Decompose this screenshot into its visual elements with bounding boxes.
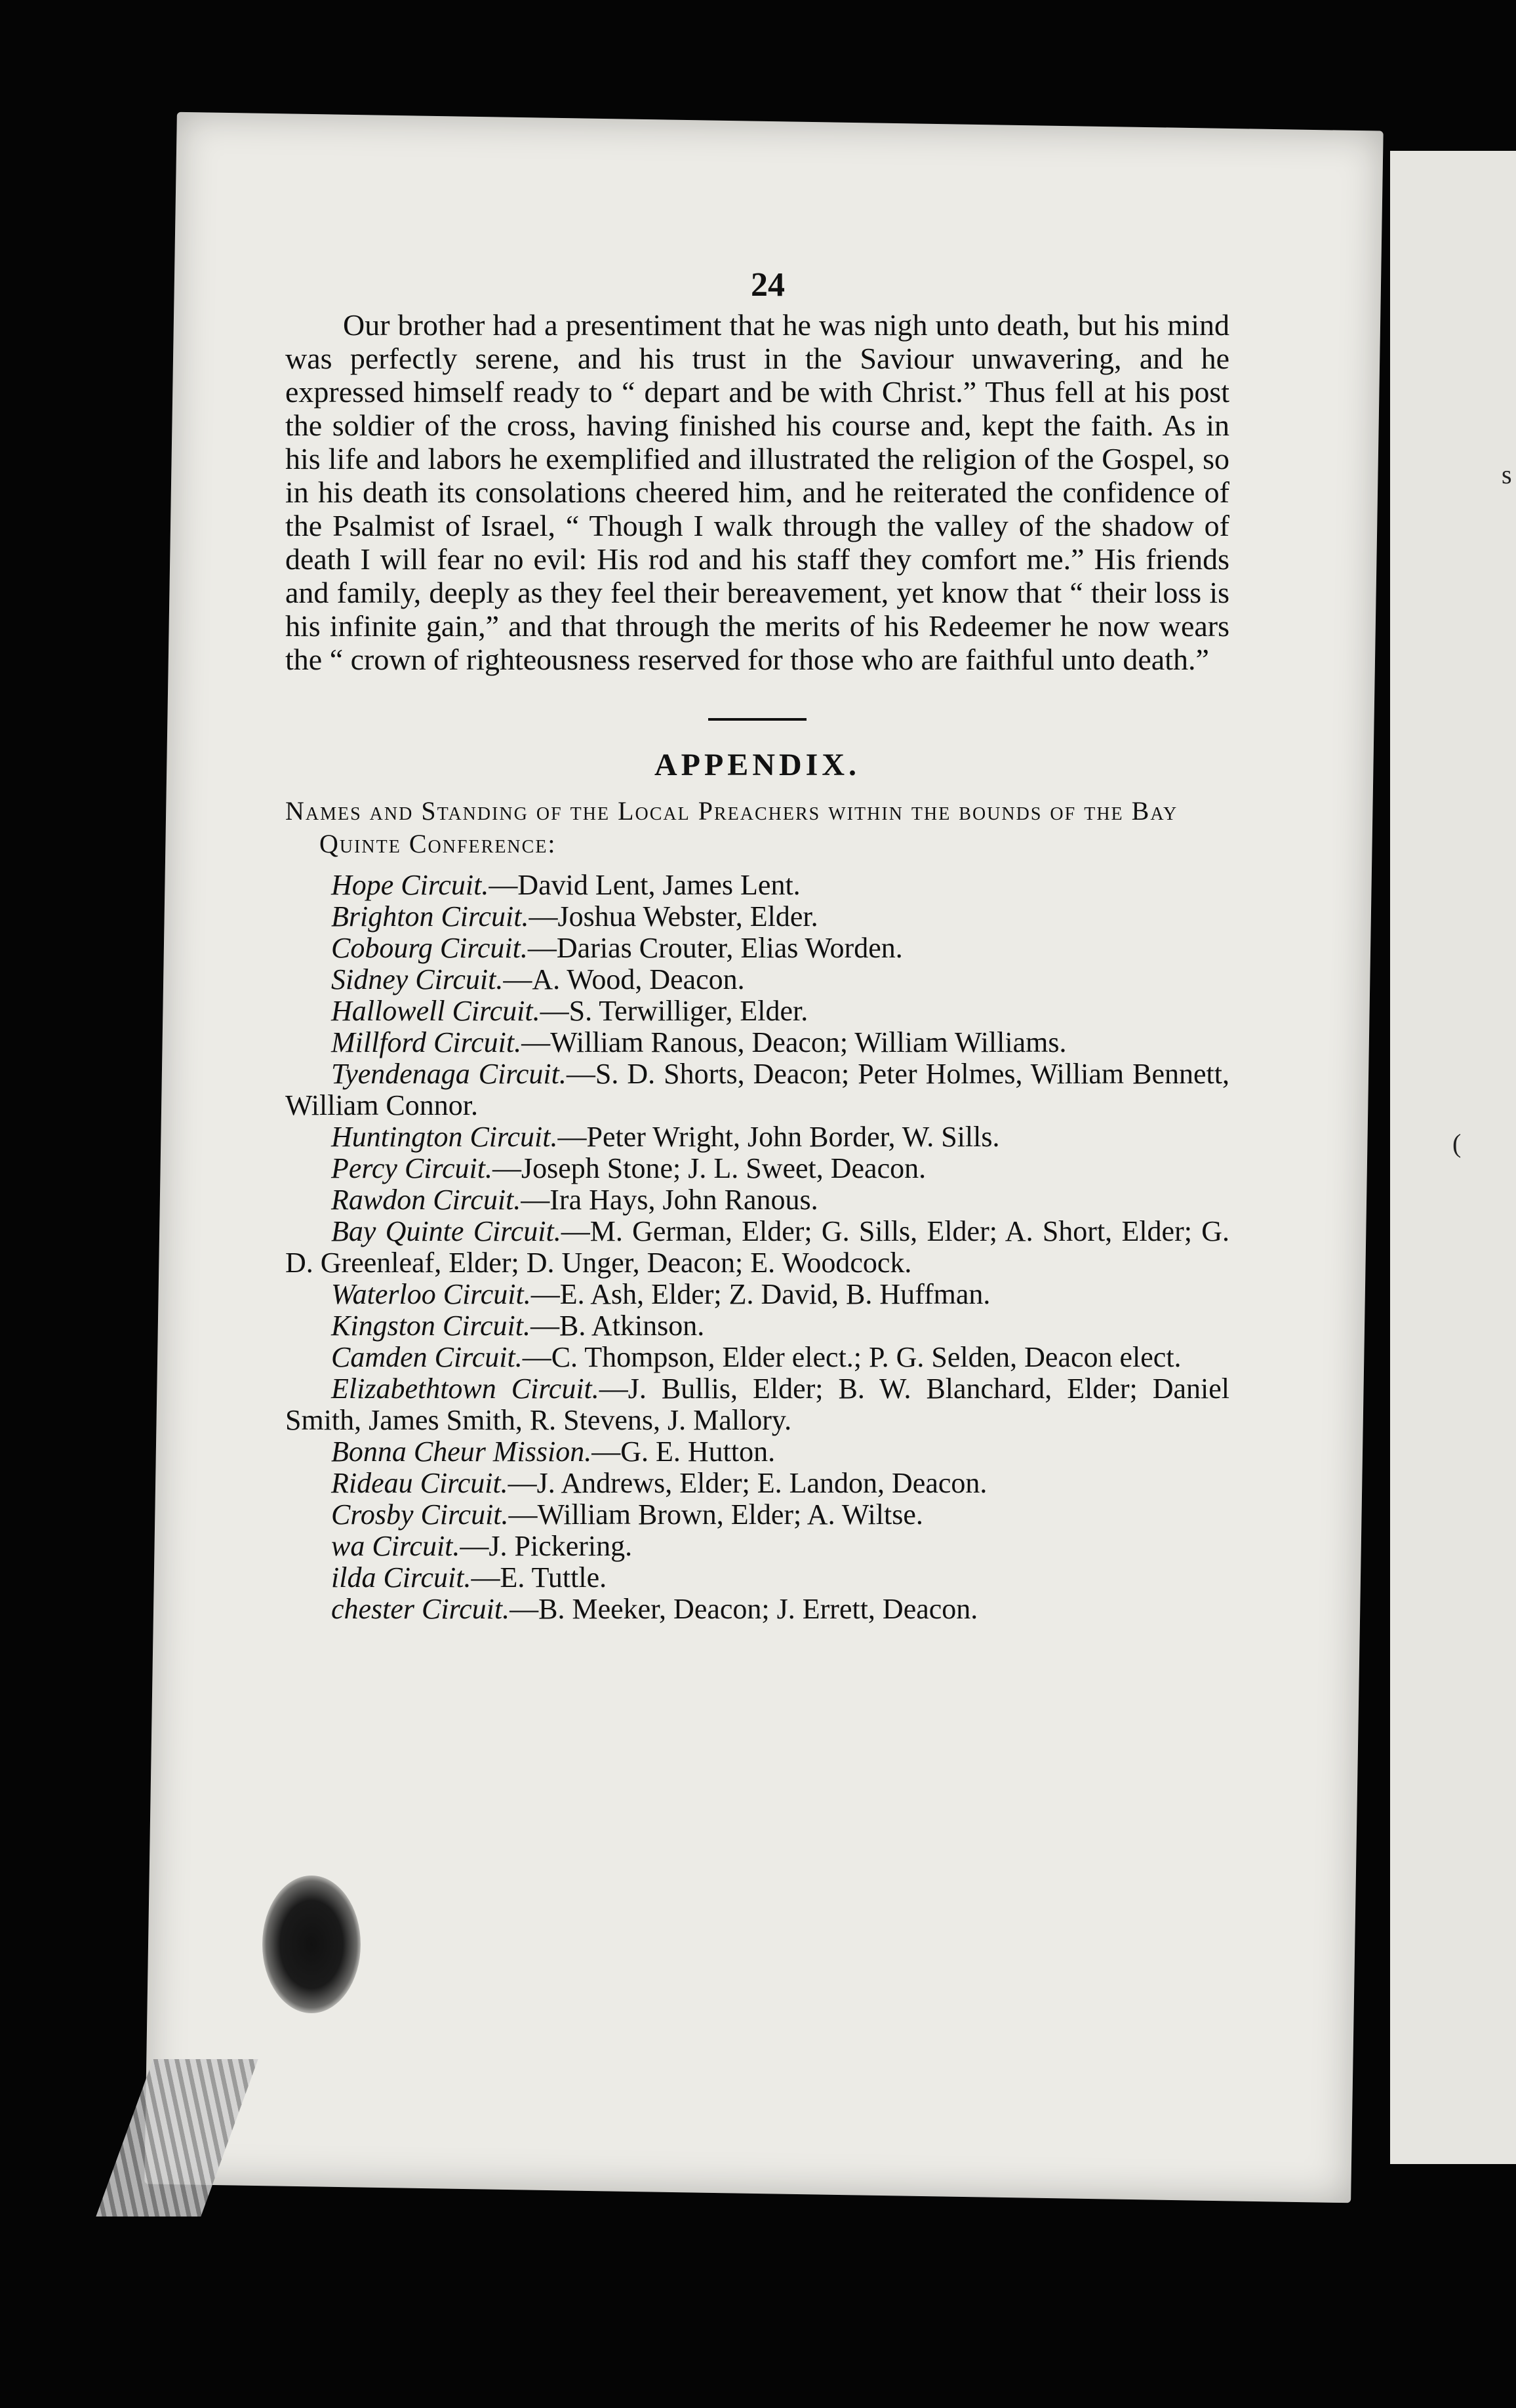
preacher-names: —E. Tuttle. xyxy=(471,1561,607,1594)
circuit-name: Sidney Circuit. xyxy=(331,963,504,995)
circuit-name: ilda Circuit. xyxy=(331,1561,471,1594)
circuit-name: chester Circuit. xyxy=(331,1593,510,1625)
circuit-name: Elizabethtown Circuit. xyxy=(331,1373,599,1405)
circuit-name: Hope Circuit. xyxy=(331,869,489,901)
ink-blot-stain xyxy=(262,1876,361,2013)
list-item xyxy=(285,995,1229,1027)
appendix-subtitle: Names and Standing of the Local Preachers within the bounds of the Bay Quinte Conference: xyxy=(285,796,1178,858)
appendix-title: APPENDIX. xyxy=(654,748,860,782)
circuit-name: wa Circuit. xyxy=(331,1530,460,1562)
circuit-name: Hallowell Circuit. xyxy=(331,995,540,1027)
list-item xyxy=(285,933,1229,964)
list-item xyxy=(285,1468,1229,1499)
circuit-name: Huntington Circuit. xyxy=(331,1121,558,1153)
circuit-name: Bay Quinte Circuit. xyxy=(331,1215,561,1247)
circuit-name: Rideau Circuit. xyxy=(331,1467,508,1499)
preacher-names: —C. Thompson, Elder elect.; P. G. Selden, Deacon elect. xyxy=(522,1341,1182,1373)
circuit-name: Tyendenaga Circuit. xyxy=(331,1058,567,1090)
preacher-names: —Joshua Webster, Elder. xyxy=(529,900,818,933)
preacher-names: —B. Atkinson. xyxy=(530,1310,705,1342)
circuit-name: Waterloo Circuit. xyxy=(331,1278,531,1310)
section-divider xyxy=(708,718,807,721)
circuit-name: Rawdon Circuit. xyxy=(331,1184,521,1216)
preacher-names: —Ira Hays, John Ranous. xyxy=(521,1184,818,1216)
preacher-names: —A. Wood, Deacon. xyxy=(503,963,745,995)
preacher-names: —William Ranous, Deacon; William Williams. xyxy=(521,1026,1067,1058)
preacher-names: —J. Bullis, Elder; B. W. Blanchard, Elder; Daniel Smith, James Smith, R. Stevens, J. Mallory. xyxy=(285,1373,1229,1436)
circuit-name: Camden Circuit. xyxy=(331,1341,523,1373)
list-item xyxy=(285,870,1229,901)
preacher-names: —Darias Crouter, Elias Worden. xyxy=(527,932,903,964)
circuit-name: Cobourg Circuit. xyxy=(331,932,528,964)
preacher-names: —E. Ash, Elder; Z. David, B. Huffman. xyxy=(530,1278,991,1310)
list-item xyxy=(285,1027,1229,1058)
circuit-name: Brighton Circuit. xyxy=(331,900,529,933)
preacher-names: —G. E. Hutton. xyxy=(591,1435,776,1468)
list-item xyxy=(285,901,1229,933)
list-item xyxy=(285,1436,1229,1468)
circuit-list xyxy=(285,870,1229,1625)
margin-mark: s xyxy=(1502,460,1512,489)
list-item xyxy=(285,1499,1229,1531)
preacher-names: —William Brown, Elder; A. Wiltse. xyxy=(508,1498,923,1531)
list-item xyxy=(285,1216,1229,1279)
circuit-name: Bonna Cheur Mission. xyxy=(331,1435,592,1468)
circuit-name: Millford Circuit. xyxy=(331,1026,522,1058)
preacher-names: —S. D. Shorts, Deacon; Peter Holmes, William Bennett, William Connor. xyxy=(285,1058,1229,1121)
page-number: 24 xyxy=(751,266,785,304)
list-item xyxy=(285,1531,1229,1562)
preacher-names: —B. Meeker, Deacon; J. Errett, Deacon. xyxy=(509,1593,978,1625)
list-item xyxy=(285,1153,1229,1184)
preacher-names: —J. Pickering. xyxy=(460,1530,633,1562)
preacher-names: —M. German, Elder; G. Sills, Elder; A. Short, Elder; G. D. Greenleaf, Elder; D. Unger, Deacon; E. Woodcock. xyxy=(285,1215,1229,1279)
list-item xyxy=(285,964,1229,995)
list-item xyxy=(285,1373,1229,1436)
list-item xyxy=(285,1279,1229,1310)
margin-mark: ( xyxy=(1452,1129,1462,1158)
list-item xyxy=(285,1184,1229,1216)
preacher-names: —David Lent, James Lent. xyxy=(489,869,801,901)
circuit-name: Percy Circuit. xyxy=(331,1152,492,1184)
preacher-names: —J. Andrews, Elder; E. Landon, Deacon. xyxy=(508,1467,987,1499)
preacher-names: —Joseph Stone; J. L. Sweet, Deacon. xyxy=(492,1152,927,1184)
list-item xyxy=(285,1562,1229,1594)
list-item xyxy=(285,1121,1229,1153)
page-text xyxy=(285,308,1229,1625)
list-item xyxy=(285,1310,1229,1342)
preacher-names: —Peter Wright, John Border, W. Sills. xyxy=(557,1121,1000,1153)
circuit-name: Kingston Circuit. xyxy=(331,1310,530,1342)
list-item xyxy=(285,1594,1229,1625)
preacher-names: —S. Terwilliger, Elder. xyxy=(540,995,808,1027)
list-item xyxy=(285,1058,1229,1121)
circuit-name: Crosby Circuit. xyxy=(331,1498,509,1531)
obituary-paragraph: Our brother had a presentiment that he was nigh unto death, but his mind was perfectly serene, and his trust in the Saviour unwavering, and he expressed himself ready to “ depart and be with Christ.” Thus fell at his post the soldier of the cross, having finished his course and, kept the faith. As in his life and labors he exemplified and illustrated the religion of the Gospel, so in his death its consolations cheered him, and he reiterated the confidence of the Psalmist of Israel, “ Though I walk through the valley of the shadow of death I will fear no evil: His rod and his staff they comfort me.” His friends and family, deeply as they feel their bereavement, yet know that “ their loss is his infinite gain,” and that through the merits of his Redeemer he now wears the “ crown of righteousness reserved for those who are faithful unto death.” xyxy=(285,308,1229,676)
list-item xyxy=(285,1342,1229,1373)
